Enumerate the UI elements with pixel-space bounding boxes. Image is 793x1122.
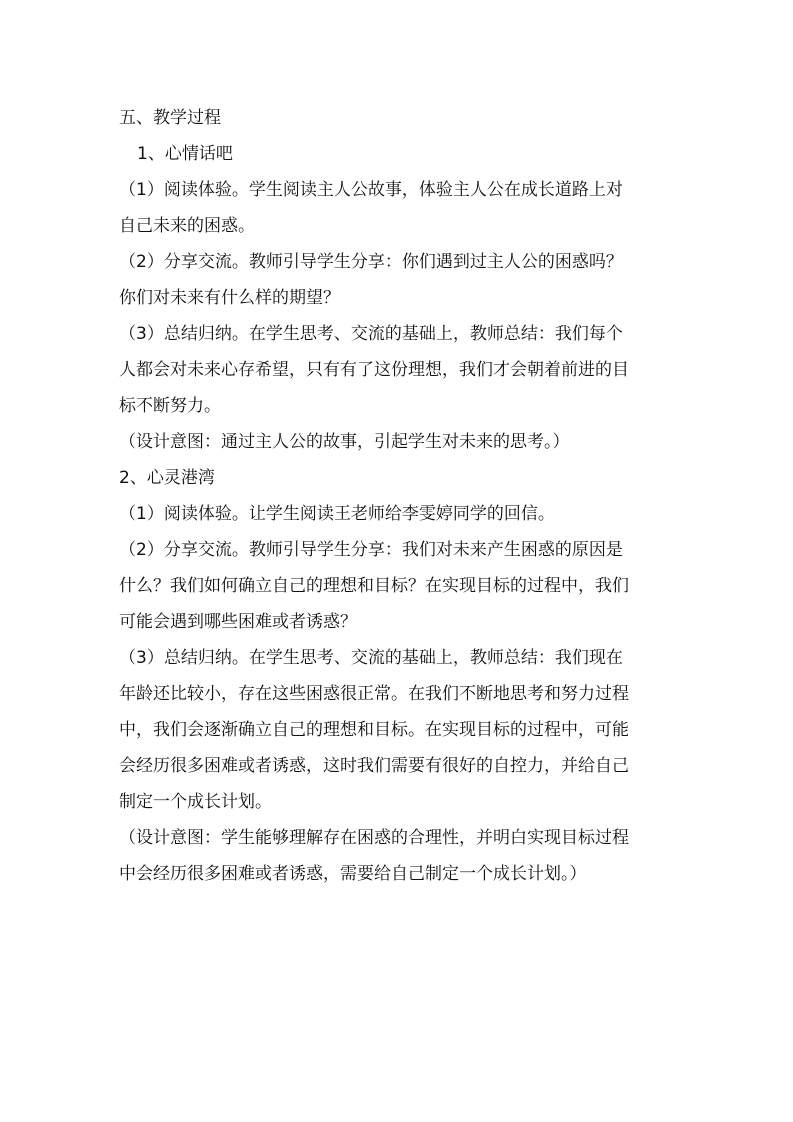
paragraph-line: 人都会对未来心存希望，只有有了这份理想，我们才会朝着前进的目 xyxy=(119,360,629,380)
paragraph-line: 什么？我们如何确立自己的理想和目标？在实现目标的过程中，我们 xyxy=(119,576,629,596)
design-intent-line: 中会经历很多困难或者诱惑，需要给自己制定一个成长计划。） xyxy=(119,864,587,884)
design-intent-line: （设计意图：学生能够理解存在困惑的合理性，并明白实现目标过程 xyxy=(119,828,629,848)
paragraph-line: 你们对未来有什么样的期望？ xyxy=(119,288,340,308)
subsection-heading: 1、心情话吧 xyxy=(137,144,233,164)
paragraph-line: 制定一个成长计划。 xyxy=(119,792,272,812)
paragraph-line: （1）阅读体验。学生阅读主人公故事，体验主人公在成长道路上对 xyxy=(119,180,623,200)
paragraph-line: （2）分享交流。教师引导学生分享：你们遇到过主人公的困惑吗？ xyxy=(119,252,623,272)
section-heading: 五、教学过程 xyxy=(119,108,221,128)
paragraph-line: 年龄还比较小，存在这些困惑很正常。在我们不断地思考和努力过程 xyxy=(119,684,629,704)
paragraph-line: 会经历很多困难或者诱惑，这时我们需要有很好的自控力，并给自己 xyxy=(119,756,629,776)
paragraph-line: 中，我们会逐渐确立自己的理想和目标。在实现目标的过程中，可能 xyxy=(119,720,629,740)
paragraph-line: （3）总结归纳。在学生思考、交流的基础上，教师总结：我们现在 xyxy=(119,648,623,668)
design-intent-line: （设计意图：通过主人公的故事，引起学生对未来的思考。） xyxy=(119,432,570,452)
paragraph-line: 自己未来的困惑。 xyxy=(119,216,255,236)
paragraph-line: 标不断努力。 xyxy=(119,396,221,416)
subsection-heading: 2、心灵港湾 xyxy=(119,468,215,488)
paragraph-line: （2）分享交流。教师引导学生分享：我们对未来产生困惑的原因是 xyxy=(119,540,623,560)
paragraph-line: （1）阅读体验。让学生阅读王老师给李雯婷同学的回信。 xyxy=(119,504,555,524)
paragraph-line: （3）总结归纳。在学生思考、交流的基础上，教师总结：我们每个 xyxy=(119,324,623,344)
document-body xyxy=(119,100,679,892)
paragraph-line: 可能会遇到哪些困难或者诱惑？ xyxy=(119,612,357,632)
